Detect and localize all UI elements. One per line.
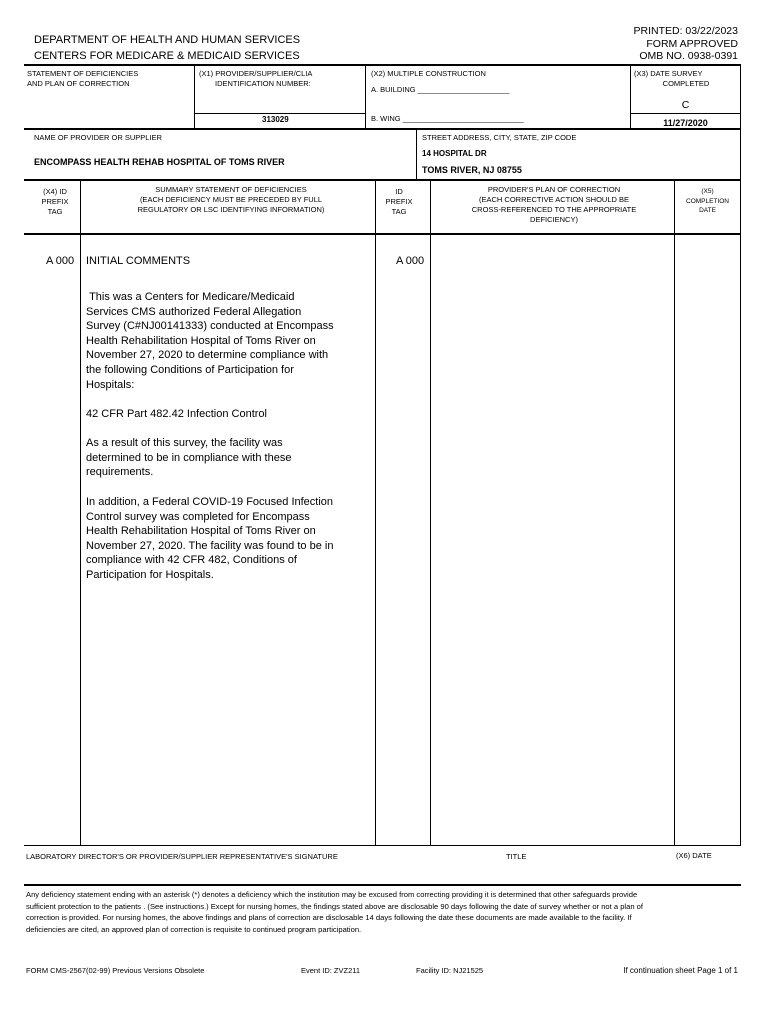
x3-date: 11/27/2020 (663, 118, 708, 128)
paragraph-3: As a result of this survey, the facility was determined to be in compliance with these requirements. (86, 437, 292, 479)
divider (194, 65, 195, 129)
divider (365, 65, 366, 129)
event-id: Event ID: ZVZ211 (301, 966, 361, 975)
tag-right: A 000 (396, 255, 425, 267)
address-line-2: TOMS RIVER, NJ 08755 (422, 165, 522, 175)
column-line (430, 180, 431, 845)
form-top-rule (24, 64, 741, 66)
x3-underline (631, 113, 740, 114)
agency-line-1: DEPARTMENT OF HEALTH AND HUMAN SERVICES (34, 34, 301, 46)
x1-underline (195, 113, 365, 114)
column-line (375, 180, 376, 845)
form-approved: FORM APPROVED (646, 38, 738, 50)
summary-header: SUMMARY STATEMENT OF DEFICIENCIES (EACH DEFICIENCY MUST BE PRECEDED BY FULL REGULATORY OR LSC IDENTIFYING INFORMATION) (137, 185, 325, 214)
entry-heading: INITIAL COMMENTS (86, 255, 191, 267)
column-line (80, 180, 81, 845)
x3-code: C (681, 99, 690, 111)
address-label: STREET ADDRESS, CITY, STATE, ZIP CODE (422, 133, 577, 142)
building-field: A. BUILDING ______________________ (371, 85, 510, 94)
agency-line-2: CENTERS FOR MEDICARE & MEDICAID SERVICES (34, 50, 300, 62)
form-id: FORM CMS-2567(02-99) Previous Versions Obsolete (26, 966, 205, 975)
footnote: Any deficiency statement ending with an asterisk (*) denotes a deficiency which the institution may be excused from correcting providing it is determined that other safeguards provide sufficient protection to the patients . (See instructions.) Except for nursing homes, the findings stated above are disclosable 90 days following the date of survey whether or not a plan of correction is provided. For nursing homes, the above findings and plans of correction are disclosable 14 days following the date these documents are made available to the facility. If deficiencies are cited, an approved plan of correction is requisite to continued program participation. (26, 890, 643, 934)
id-header: ID PREFIX TAG (385, 187, 413, 216)
x5-header: (X5) COMPLETION DATE (686, 188, 729, 214)
divider (740, 65, 741, 234)
signature-label: LABORATORY DIRECTOR'S OR PROVIDER/SUPPLIER REPRESENTATIVE'S SIGNATURE (26, 852, 338, 861)
x1-value: 313029 (262, 115, 289, 124)
wing-field: B. WING _____________________________ (371, 114, 524, 123)
paragraph-4: In addition, a Federal COVID-19 Focused Infection Control survey was completed for Encompass Health Rehabilitation Hospital of Toms River on November 27, 2020. The facility was found to be in compliance with 42 CFR 482, Conditions of Participation for Hospitals. (86, 496, 334, 581)
plan-header: PROVIDER'S PLAN OF CORRECTION (EACH CORRECTIVE ACTION SHOULD BE CROSS-REFERENCED TO THE APPROPRIATE DEFICIENCY) (471, 185, 637, 224)
column-line (674, 180, 675, 845)
omb-number: OMB NO. 0938-0391 (639, 50, 738, 62)
provider-name: ENCOMPASS HEALTH REHAB HOSPITAL OF TOMS RIVER (34, 157, 285, 167)
paragraph-2: 42 CFR Part 482.42 Infection Control (86, 408, 267, 420)
printed-date: PRINTED: 03/22/2023 (633, 25, 738, 37)
rule (24, 128, 741, 130)
rule (24, 884, 741, 886)
address-line-1: 14 HOSPITAL DR (422, 149, 487, 158)
tag-left: A 000 (46, 255, 75, 267)
rule (24, 845, 741, 846)
divider (416, 130, 417, 180)
x1-label: (X1) PROVIDER/SUPPLIER/CLIA IDENTIFICATION NUMBER: (199, 69, 313, 88)
statement-label: STATEMENT OF DEFICIENCIES AND PLAN OF CORRECTION (27, 69, 139, 88)
facility-id: Facility ID: NJ21525 (416, 966, 484, 975)
rule (24, 233, 741, 235)
page-number: If continuation sheet Page 1 of 1 (623, 966, 738, 975)
rule (24, 179, 741, 181)
x3-label: (X3) DATE SURVEY COMPLETED (634, 69, 710, 88)
paragraph-1: This was a Centers for Medicare/Medicaid Services CMS authorized Federal Allegation Survey (C#NJ00141333) conducted at Encompass Health Rehabilitation Hospital of Toms River on November 27, 2020 to determine compliance with the following Conditions of Participation for Hospitals: (86, 291, 337, 391)
date-label: (X6) DATE (676, 851, 712, 860)
x4-header: (X4) ID PREFIX TAG (41, 187, 69, 216)
title-label: TITLE (506, 852, 527, 861)
x2-label: (X2) MULTIPLE CONSTRUCTION (371, 69, 486, 78)
column-line (740, 233, 741, 845)
provider-label: NAME OF PROVIDER OR SUPPLIER (34, 133, 162, 142)
